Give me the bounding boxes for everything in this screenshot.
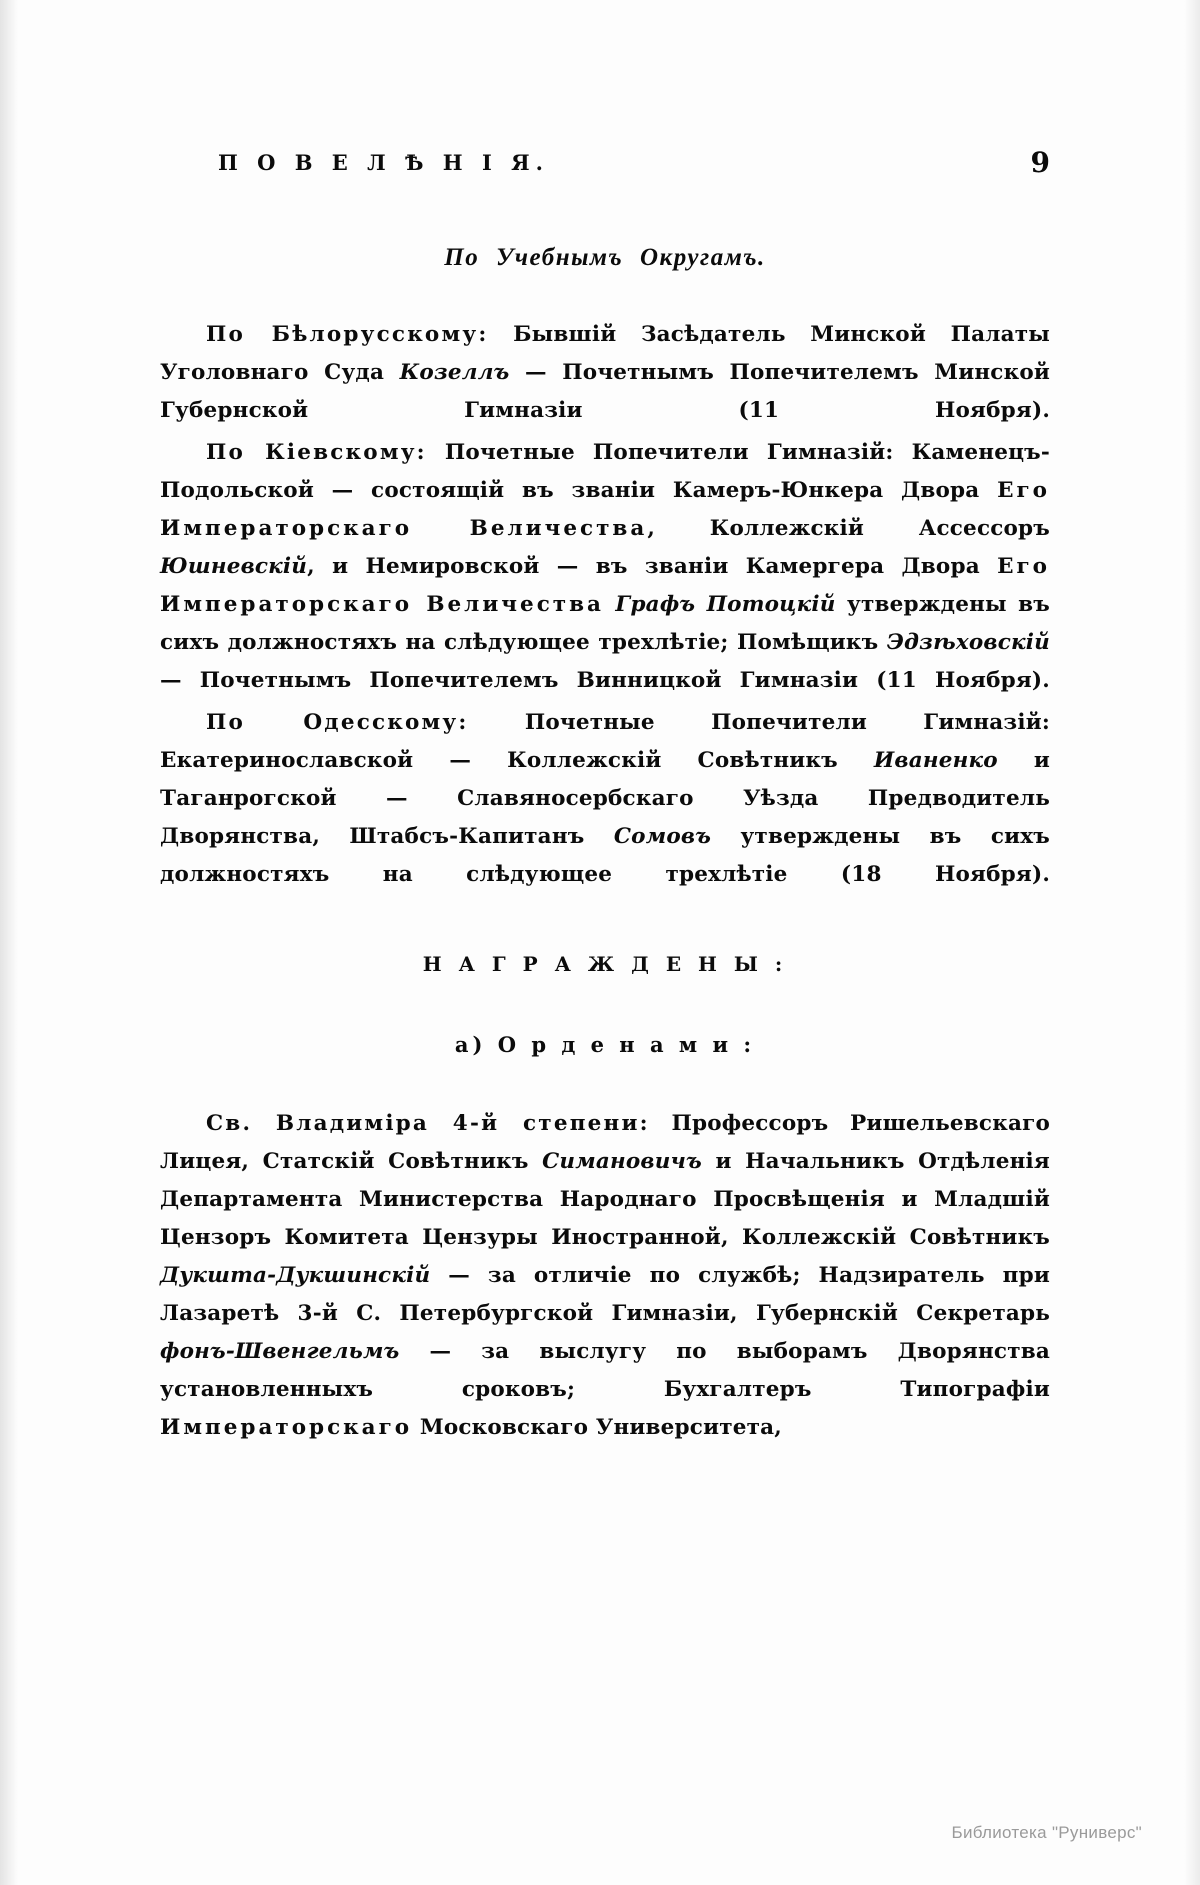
name-fon-shvengelm: фонъ-Швенгельмъ	[160, 1339, 400, 1364]
text-kievan-b: , Коллежскій Ассессоръ	[647, 516, 1050, 541]
caps-imperial-majesty-2: Его Императорскаго Величества	[160, 554, 1050, 617]
paragraph-odessa	[160, 704, 1050, 894]
lead-vladimir-order: Св. Владиміра 4-й степени:	[206, 1111, 650, 1136]
name-ivanenko: Иваненко	[873, 748, 998, 773]
running-head-title: П О В Е Л Ѣ Н І Я.	[218, 150, 549, 175]
name-count-pototsky: Графъ Потоцкій	[615, 592, 836, 617]
lead-kievan: По Кіевскому:	[206, 440, 427, 465]
page-content	[160, 146, 1051, 1451]
text-kievan-a: Почетные Попечители Гимназій: Каменецъ-Подольской — состоящій въ званіи Камеръ-Юнкера Двора	[160, 440, 1051, 503]
text-vladimir-a: Профессоръ Ришельевскаго Лицея, Статскій Совѣтникъ	[160, 1111, 1050, 1174]
library-watermark: Библиотека "Руниверс"	[951, 1823, 1142, 1842]
page-number: 9	[1030, 146, 1050, 179]
text-kievan-c: , и Немировской — въ званіи Камергера Двора	[307, 554, 998, 579]
name-dukshta-dukshinsky: Дукшта-Дукшинскій	[160, 1263, 431, 1288]
text-belorussian-a: Бывшій Засѣдатель Минской Палаты Уголовнаго Суда	[160, 322, 1050, 385]
name-edzehovsky: Эдзѣховскій	[886, 630, 1050, 655]
lead-belorussian: По Бѣлорусскому:	[206, 322, 489, 347]
name-yushnevsky: Юшневскій	[160, 554, 308, 579]
paragraph-kievan	[160, 434, 1050, 700]
text-belorussian-b: — Почетнымъ Попечителемъ Минской Губернской Гимназіи (11 Ноября).	[160, 360, 1051, 423]
text-vladimir-c: — за отличіе по службѣ; Надзиратель при Лазаретѣ 3-й С. Петербургской Гимназіи, Губернскій Секретарь	[160, 1263, 1050, 1326]
section-heading-districts: По Учебнымъ Округамъ.	[444, 244, 766, 271]
name-simanovich: Симановичъ	[542, 1149, 702, 1174]
paragraph-belorussian	[160, 316, 1050, 430]
section-heading-awards: Н А Г Р А Ж Д Е Н Ы :	[422, 952, 788, 976]
paragraph-vladimir	[160, 1105, 1050, 1447]
text-odessa-a: Почетные Попечители Гимназій: Екатеринославской — Коллежскій Совѣтникъ	[160, 710, 1051, 773]
caps-imperial-majesty-1: Его Императорскаго Величества	[160, 478, 1050, 541]
text-vladimir-d: — за выслугу по выборамъ Дворянства установленныхъ сроковъ; Бухгалтеръ Типографіи	[160, 1339, 1050, 1402]
text-kievan-d	[604, 592, 615, 617]
name-somov: Сомовъ	[613, 824, 712, 849]
subsection-heading-orders: а) О р д е н а м и :	[454, 1032, 756, 1057]
caps-imperatorskago: Императорскаго	[160, 1415, 413, 1440]
text-kievan-f: — Почетнымъ Попечителемъ Винницкой Гимназіи (11 Ноября).	[160, 668, 1050, 693]
orders-block	[160, 1105, 1050, 1447]
text-odessa-c: утверждены въ сихъ должностяхъ на слѣдующее трехлѣтіе (18 Ноября).	[160, 824, 1051, 887]
text-vladimir-e: Московскаго Университета,	[412, 1415, 782, 1440]
text-odessa-b: и Таганрогской — Славяносербскаго Уѣзда Предводитель Дворянства, Штабсъ-Капитанъ	[160, 748, 1050, 849]
running-head	[160, 146, 1050, 196]
text-vladimir-b: и Начальникъ Отдѣленія Департамента Министерства Народнаго Просвѣщенія и Младшій Цензоръ Комитета Цензуры Иностранной, Коллежскій Совѣтникъ	[160, 1149, 1050, 1250]
text-kievan-e: утверждены въ сихъ должностяхъ на слѣдующее трехлѣтіе; Помѣщикъ	[160, 592, 1050, 655]
name-kozell: Козеллъ	[399, 360, 510, 385]
lead-odessa: По Одесскому:	[206, 710, 469, 735]
